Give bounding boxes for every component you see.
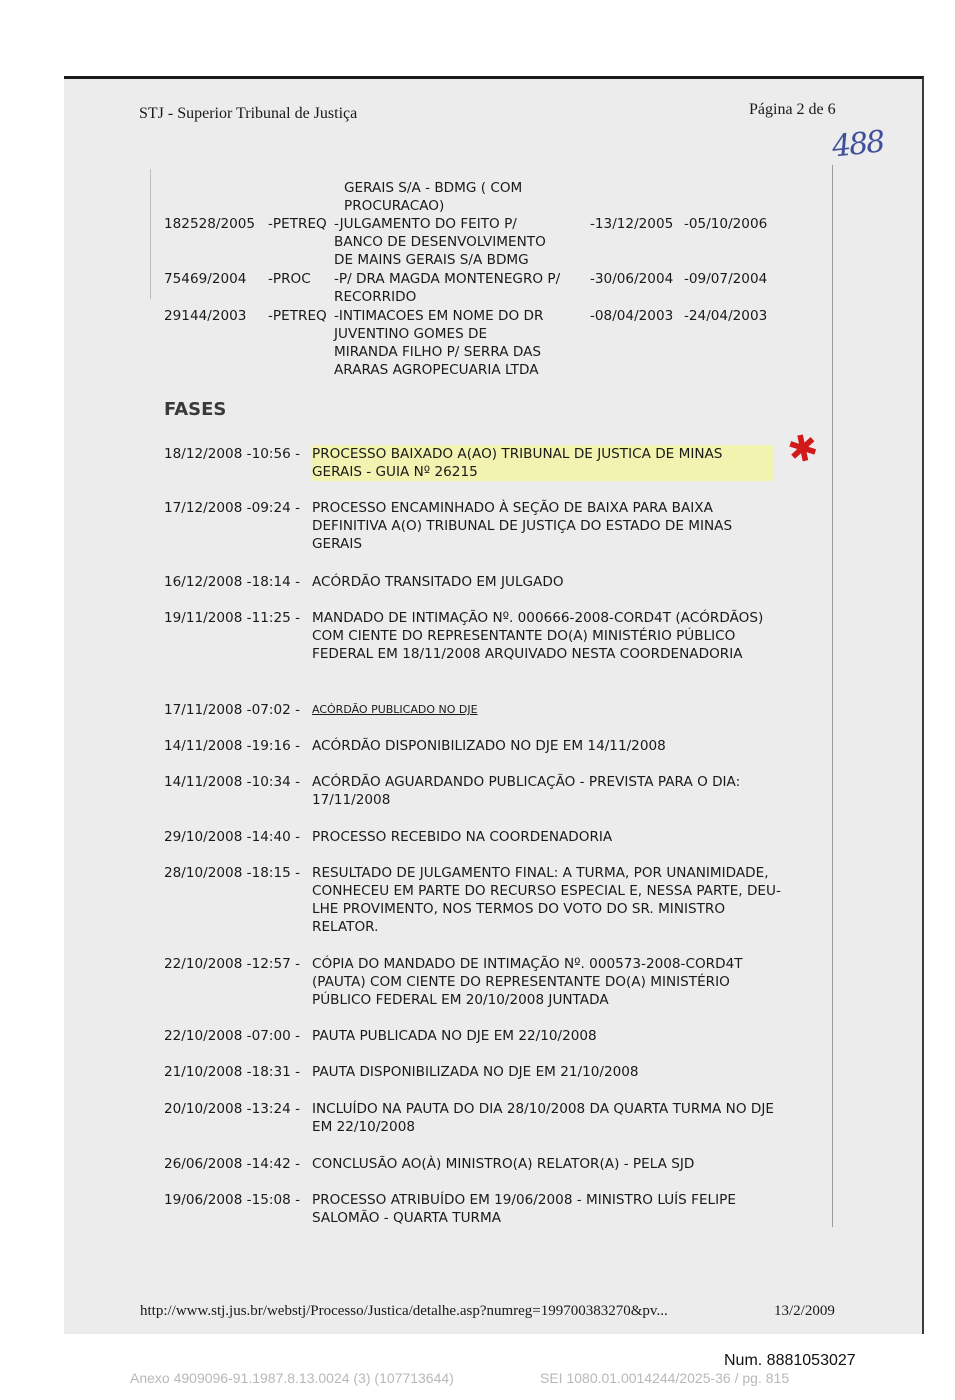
fase-description: ACÓRDÃO PUBLICADO NO DJE	[312, 703, 478, 716]
fase-datetime: 18/12/2008 -10:56 -	[164, 446, 300, 462]
sei-reference: SEI 1080.01.0014244/2025-36 / pg. 815	[540, 1370, 790, 1386]
footer-url: http://www.stj.jus.br/webstj/Processo/Justica/detalhe.asp?numreg=199700383270&pv...	[140, 1303, 668, 1319]
petition-description: GERAIS S/A - BDMG ( COM PROCURACAO)	[344, 180, 523, 214]
petition-description: -INTIMACOES EM NOME DO DR JUVENTINO GOMES DE MIRANDA FILHO P/ SERRA DAS ARARAS AGROPECUARIA LTDA	[334, 308, 544, 378]
header-court-name: STJ - Superior Tribunal de Justiça	[139, 105, 358, 122]
fase-description: INCLUÍDO NA PAUTA DO DIA 28/10/2008 DA QUARTA TURMA NO DJE EM 22/10/2008	[312, 1101, 774, 1135]
fase-description: PROCESSO ENCAMINHADO À SEÇÃO DE BAIXA PARA BAIXA DEFINITIVA A(O) TRIBUNAL DE JUSTIÇA DO ESTADO DE MINAS GERAIS	[312, 500, 733, 552]
fase-datetime: 26/06/2008 -14:42 -	[164, 1156, 300, 1172]
document-number: Num. 8881053027	[724, 1352, 856, 1369]
fase-datetime: 22/10/2008 -12:57 -	[164, 956, 300, 972]
handwritten-page-number: 488	[830, 124, 885, 165]
fase-description: PROCESSO ATRIBUÍDO EM 19/06/2008 - MINISTRO LUÍS FELIPE SALOMÃO - QUARTA TURMA	[312, 1192, 736, 1226]
petition-type: -PROC	[268, 271, 311, 287]
fase-datetime: 16/12/2008 -18:14 -	[164, 574, 300, 590]
fase-datetime: 20/10/2008 -13:24 -	[164, 1101, 300, 1117]
fase-description: CÓPIA DO MANDADO DE INTIMAÇÃO Nº. 000573-2008-CORD4T (PAUTA) COM CIENTE DO REPRESENTANTE DO(A) MINISTÉRIO PÚBLICO FEDERAL EM 20/10/2008 JUNTADA	[312, 956, 743, 1008]
fase-datetime: 22/10/2008 -07:00 -	[164, 1028, 300, 1044]
fase-datetime: 19/06/2008 -15:08 -	[164, 1192, 300, 1208]
fase-description: PAUTA PUBLICADA NO DJE EM 22/10/2008	[312, 1028, 597, 1044]
petition-description: -JULGAMENTO DO FEITO P/ BANCO DE DESENVOLVIMENTO DE MAINS GERAIS S/A BDMG	[334, 216, 546, 268]
petition-type: -PETREQ	[268, 216, 327, 232]
fase-datetime: 17/12/2008 -09:24 -	[164, 500, 300, 516]
fase-description: ACÓRDÃO DISPONIBILIZADO NO DJE EM 14/11/2008	[312, 738, 666, 754]
petition-description: -P/ DRA MAGDA MONTENEGRO P/ RECORRIDO	[334, 271, 561, 305]
fase-description: ACÓRDÃO AGUARDANDO PUBLICAÇÃO - PREVISTA PARA O DIA: 17/11/2008	[312, 774, 741, 808]
fase-description: RESULTADO DE JULGAMENTO FINAL: A TURMA, POR UNANIMIDADE, CONHECEU EM PARTE DO RECURSO ESPECIAL E, NESSA PARTE, DEU-LHE PROVIMENTO, NOS TERMOS DO VOTO DO SR. MINISTRO RELATOR.	[312, 865, 781, 935]
red-asterisk-mark-icon: ✱	[784, 426, 823, 473]
petition-number: 182528/2005	[164, 216, 256, 232]
petition-date-1: -13/12/2005	[590, 216, 674, 232]
fase-description: MANDADO DE INTIMAÇÃO Nº. 000666-2008-CORD4T (ACÓRDÃOS) COM CIENTE DO REPRESENTANTE DO(A) MINISTÉRIO PÚBLICO FEDERAL EM 18/11/2008 ARQUIVADO NESTA COORDENADORIA	[312, 610, 764, 662]
petition-date-2: -09/07/2004	[684, 271, 768, 287]
fase-description: PROCESSO RECEBIDO NA COORDENADORIA	[312, 829, 613, 845]
petition-date-1: -08/04/2003	[590, 308, 674, 324]
anexo-reference: Anexo 4909096-91.1987.8.13.0024 (3) (107713644)	[130, 1370, 454, 1386]
scanned-page	[64, 76, 924, 1334]
fase-datetime: 14/11/2008 -10:34 -	[164, 774, 300, 790]
fase-datetime: 21/10/2008 -18:31 -	[164, 1064, 300, 1080]
left-margin-line	[150, 169, 151, 299]
header-page-number: Página 2 de 6	[749, 101, 836, 118]
fase-description-highlighted: PROCESSO BAIXADO A(AO) TRIBUNAL DE JUSTICA DE MINAS GERAIS - GUIA Nº 26215	[312, 445, 774, 481]
petition-number: 29144/2003	[164, 308, 247, 324]
petition-date-2: -24/04/2003	[684, 308, 768, 324]
fase-description: PAUTA DISPONIBILIZADA NO DJE EM 21/10/2008	[312, 1064, 639, 1080]
fase-datetime: 19/11/2008 -11:25 -	[164, 610, 300, 626]
fase-datetime: 28/10/2008 -18:15 -	[164, 865, 300, 881]
fase-datetime: 17/11/2008 -07:02 -	[164, 702, 300, 718]
fase-datetime: 29/10/2008 -14:40 -	[164, 829, 300, 845]
fases-section-title: FASES	[164, 399, 227, 420]
fase-description: ACÓRDÃO TRANSITADO EM JULGADO	[312, 574, 564, 590]
right-margin-line	[832, 165, 833, 1227]
petition-type: -PETREQ	[268, 308, 327, 324]
fase-description: CONCLUSÃO AO(À) MINISTRO(A) RELATOR(A) - PELA SJD	[312, 1156, 695, 1172]
petition-date-1: -30/06/2004	[590, 271, 674, 287]
petition-date-2: -05/10/2006	[684, 216, 768, 232]
petition-number: 75469/2004	[164, 271, 247, 287]
footer-date: 13/2/2009	[774, 1303, 835, 1319]
fase-datetime: 14/11/2008 -19:16 -	[164, 738, 300, 754]
